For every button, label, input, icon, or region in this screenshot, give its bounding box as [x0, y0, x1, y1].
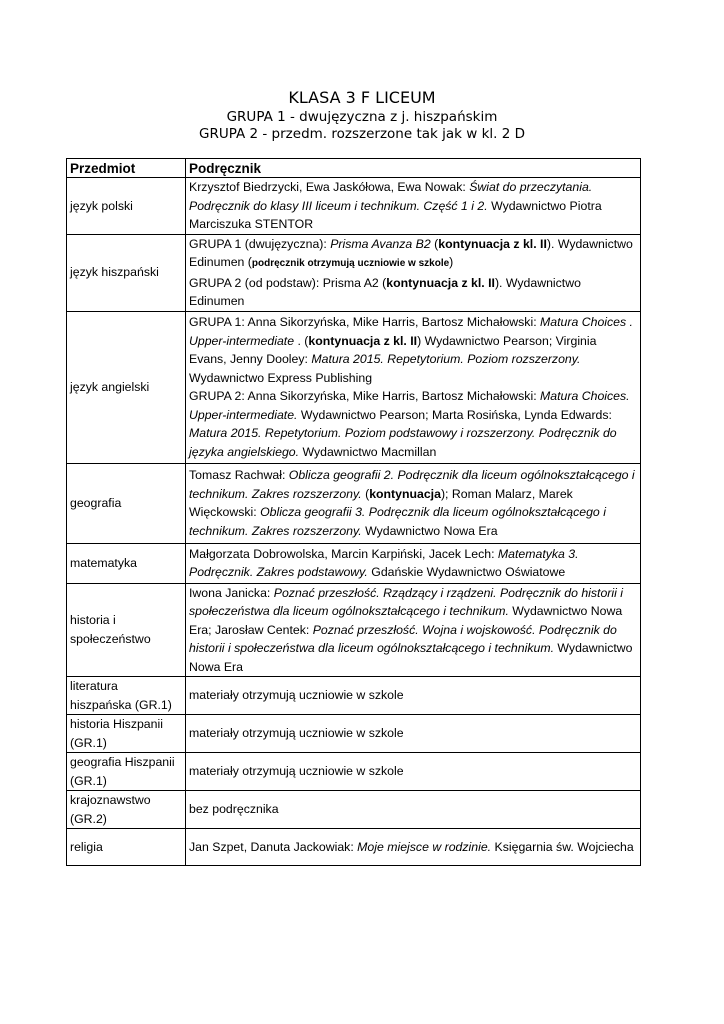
text: Wydawnictwo Pearson; Marta Rosińska, Lynda Edwards:: [297, 407, 612, 422]
group1-subtitle: GRUPA 1 - dwujęzyczna z j. hiszpańskim: [226, 109, 498, 125]
book-cell: bez podręcznika: [186, 791, 641, 829]
subject-cell: historia Hiszpanii (GR.1): [67, 715, 186, 753]
text: ). Wydawnictwo Edinumen (: [189, 236, 633, 269]
bold-text: kontynuacja z kl. II: [386, 275, 495, 290]
title-text: Matura Choices. Upper-intermediate.: [189, 389, 630, 422]
subject-cell: matematyka: [67, 543, 186, 583]
text: Wydawnictwo Piotra Marciszuka STENTOR: [189, 198, 602, 231]
text: Wydawnictwo Nowa Era: [189, 641, 633, 674]
subject-cell: język polski: [67, 178, 186, 235]
text: Wydawnictwo Macmillan: [299, 444, 437, 459]
title-text: Matura 2015. Repetytorium. Poziom podstawowy i rozszerzony. Podręcznik do języka angielskiego.: [189, 426, 617, 459]
text: ); Roman Malarz, Marek Więckowski:: [189, 486, 573, 519]
subject-cell: język hiszpański: [67, 234, 186, 311]
title-text: Matura 2015. Repetytorium. Poziom rozszerzony.: [311, 352, 581, 366]
book-cell: [186, 583, 641, 677]
text: GRUPA 1: Anna Sikorzyńska, Mike Harris, Bartosz Michałowski:: [189, 315, 541, 329]
subject-cell: geografia Hiszpanii (GR.1): [67, 753, 186, 791]
column-header-subject: Przedmiot: [67, 159, 186, 178]
text: Jan Szpet, Danuta Jackowiak:: [189, 839, 358, 854]
subject-cell: literatura hiszpańska (GR.1): [67, 677, 186, 715]
text: Iwona Janicka:: [189, 585, 274, 600]
title-text: Świat do przeczytania. Podręcznik do klasy III liceum i technikum. Część 1 i 2.: [189, 180, 593, 213]
text: Tomasz Rachwał:: [189, 468, 289, 482]
table-header-row: [67, 159, 641, 178]
book-cell: materiały otrzymują uczniowie w szkole: [186, 677, 641, 715]
group2-subtitle: GRUPA 2 - przedm. rozszerzone tak jak w kl. 2 D: [198, 126, 526, 142]
title-text: Matematyka 3. Podręcznik. Zakres podstawowy.: [189, 546, 579, 579]
book-cell: materiały otrzymują uczniowie w szkole: [186, 753, 641, 791]
text: ) Wydawnictwo Pearson; Virginia Evans, Jenny Dooley:: [189, 333, 597, 366]
text: GRUPA 2 (od podstaw): Prisma A2 (: [189, 275, 387, 290]
title-text: Moje miejsce w rodzinie.: [357, 839, 492, 854]
textbook-table: [66, 158, 641, 866]
title-text: Prisma Avanza B2: [330, 236, 431, 251]
table-row: [67, 178, 641, 235]
book-cell: [186, 178, 641, 235]
subject-cell: religia: [67, 829, 186, 866]
book-cell: [186, 543, 641, 583]
text: (: [430, 236, 439, 251]
table-row: [67, 463, 641, 543]
subject-cell: historia i społeczeństwo: [67, 583, 186, 677]
text: Wydawnictwo Express Publishing: [189, 370, 373, 385]
title-text: Oblicza geografii 3. Podręcznik dla liceum ogólnokształcącego i technikum. Zakres rozszerzony.: [189, 505, 606, 538]
text: ). Wydawnictwo Edinumen: [189, 275, 581, 308]
text: Wydawnictwo Nowa Era; Jarosław Centek:: [189, 604, 623, 637]
text: Gdańskie Wydawnictwo Oświatowe: [367, 565, 566, 579]
bold-text: kontynuacja: [369, 486, 441, 501]
table-row: [67, 791, 641, 829]
table-row: [67, 311, 641, 463]
page-title: KLASA 3 F LICEUM: [288, 88, 436, 107]
small-bold-text: podręcznik otrzymują uczniowie w szkole: [251, 258, 450, 269]
text: Wydawnictwo Nowa Era: [361, 523, 498, 538]
book-cell: [186, 311, 641, 463]
table-row: [67, 234, 641, 311]
subject-cell: język angielski: [67, 311, 186, 463]
table-row: [67, 677, 641, 715]
table-row: [67, 829, 641, 866]
book-cell: [186, 463, 641, 543]
subject-cell: krajoznawstwo (GR.2): [67, 791, 186, 829]
table-row: [67, 583, 641, 677]
subject-cell: geografia: [67, 463, 186, 543]
column-header-book: Podręcznik: [186, 159, 641, 178]
title-text: Poznać przeszłość. Wojna i wojskowość. Podręcznik do historii i społeczeństwa dla liceum ogólnokształcącego i technikum.: [189, 622, 617, 655]
text: (: [361, 486, 370, 501]
table-row: [67, 543, 641, 583]
book-cell: materiały otrzymują uczniowie w szkole: [186, 715, 641, 753]
text: Małgorzata Dobrowolska, Marcin Karpiński, Jacek Lech:: [189, 546, 498, 561]
title-text: Oblicza geografii 2. Podręcznik dla liceum ogólnokształcącego i technikum. Zakres rozszerzony.: [189, 468, 635, 501]
bold-text: kontynuacja z kl. II: [438, 236, 547, 251]
text: GRUPA 2: Anna Sikorzyńska, Mike Harris, Bartosz Michałowski:: [189, 389, 541, 403]
table-row: [67, 715, 641, 753]
text: . (: [294, 333, 309, 348]
book-cell: [186, 829, 641, 866]
bold-text: kontynuacja z kl. II: [308, 333, 418, 348]
text: GRUPA 1 (dwujęzyczna):: [189, 236, 331, 251]
text: ): [449, 255, 454, 269]
book-cell: [186, 234, 641, 311]
text: Księgarnia św. Wojciecha: [491, 839, 634, 854]
table-row: [67, 753, 641, 791]
title-text: Matura Choices . Upper-intermediate: [189, 315, 633, 348]
text: Krzysztof Biedrzycki, Ewa Jaskółowa, Ewa Nowak:: [189, 180, 470, 194]
title-text: Poznać przeszłość. Rządzący i rządzeni. Podręcznik do historii i społeczeństwa dla liceum ogólnokształcącego i technikum.: [189, 585, 624, 618]
